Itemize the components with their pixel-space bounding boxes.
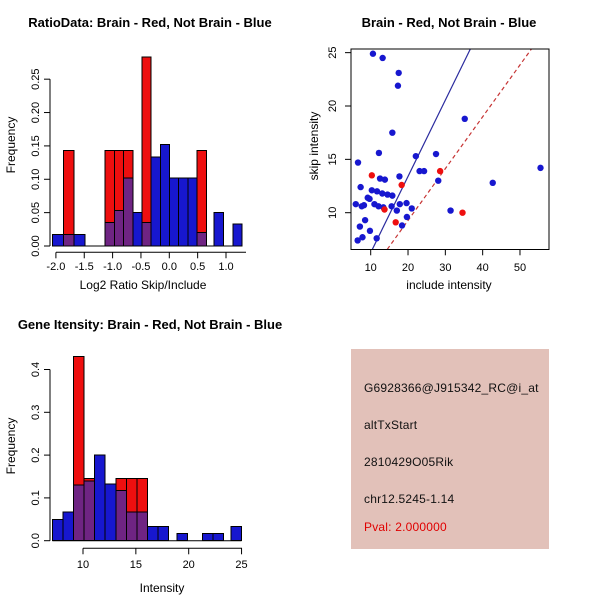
scatter-point-blue <box>413 153 419 159</box>
x-tick-label: 20 <box>401 262 415 274</box>
hist-bar-blue <box>151 157 160 246</box>
hist-bar-blue <box>202 533 213 540</box>
scatter-point-red <box>381 206 387 212</box>
scatter-point-blue <box>389 192 395 198</box>
y-tick-label: 0.4 <box>30 361 42 378</box>
hist-bar-overlap <box>137 512 148 541</box>
x-axis-title: Intensity <box>139 581 185 595</box>
scatter-point-blue <box>395 70 401 76</box>
x-tick-label: 0.5 <box>190 261 206 273</box>
scatter-point-blue <box>421 168 427 174</box>
hist-bar-blue <box>52 235 63 246</box>
x-tick-label: 10 <box>76 559 90 571</box>
y-tick-label: 20 <box>327 99 339 113</box>
y-tick-label: 25 <box>327 46 339 59</box>
hist-bar-blue <box>233 224 242 246</box>
scatter-point-red <box>398 182 404 188</box>
x-tick-label: 25 <box>235 559 248 571</box>
scatter-point-blue <box>373 235 379 241</box>
scatter-point-red <box>437 168 443 174</box>
hist-bar-blue <box>74 235 85 246</box>
genomic-location: chr12.5245-1.14 <box>364 492 455 506</box>
hist-bar-blue <box>52 519 63 540</box>
hist-bar-blue <box>95 455 106 541</box>
scatter-point-blue <box>389 129 395 135</box>
hist-bar-overlap <box>105 223 114 246</box>
gene-symbol: 2810429O05Rik <box>364 455 454 469</box>
x-axis-title: Log2 Ratio Skip/Include <box>79 278 207 292</box>
hist-bar-overlap <box>124 178 133 246</box>
x-tick-label: -2.0 <box>46 261 66 273</box>
gene-histogram-panel <box>4 317 282 595</box>
y-axis-title: skip intensity <box>307 111 321 181</box>
hist-bar-overlap <box>63 235 74 246</box>
scatter-point-blue <box>433 151 439 157</box>
scatter-point-blue <box>354 237 360 243</box>
y-tick-label: 15 <box>327 153 339 166</box>
hist-bar-blue <box>147 527 158 541</box>
scatter-point-blue <box>404 214 410 220</box>
plot-box <box>351 49 549 249</box>
scatter-point-blue <box>490 180 496 186</box>
scatter-point-blue <box>537 165 543 171</box>
y-tick-label: 0.25 <box>30 68 42 90</box>
y-axis-title: Frequency <box>4 116 18 174</box>
hist-bar-blue <box>63 512 74 541</box>
scatter-point-blue <box>435 177 441 183</box>
x-tick-label: 20 <box>182 559 195 571</box>
scatter-point-blue <box>382 176 388 182</box>
y-tick-label: 0.15 <box>30 135 42 157</box>
scatter-point-blue <box>409 205 415 211</box>
x-axis-title: include intensity <box>406 278 492 292</box>
y-tick-label: 0.20 <box>30 101 42 124</box>
intensity-scatter-panel <box>307 15 549 292</box>
chart-title: Gene Itensity: Brain - Red, Not Brain - Blue <box>17 317 283 332</box>
hist-bar-blue <box>170 178 179 246</box>
chart-title: Brain - Red, Not Brain - Blue <box>361 15 537 30</box>
y-tick-label: 0.00 <box>30 235 42 257</box>
hist-bar-overlap <box>114 211 123 246</box>
scatter-point-blue <box>353 201 359 207</box>
hist-bar-overlap <box>116 491 127 541</box>
hist-bar-red <box>142 57 151 246</box>
info-panel <box>351 349 549 549</box>
hist-bar-overlap <box>197 233 206 246</box>
scatter-point-blue <box>447 207 453 213</box>
scatter-point-blue <box>399 222 405 228</box>
scatter-point-red <box>369 172 375 178</box>
scatter-point-red <box>459 210 465 216</box>
y-tick-label: 0.1 <box>30 490 42 506</box>
scatter-point-blue <box>376 150 382 156</box>
scatter-point-blue <box>362 217 368 223</box>
x-tick-label: 30 <box>439 262 452 274</box>
scatter-point-blue <box>396 173 402 179</box>
hist-bar-overlap <box>142 223 151 246</box>
hist-bar-blue <box>177 533 188 540</box>
hist-bar-blue <box>231 527 242 541</box>
hist-bar-overlap <box>73 485 84 541</box>
y-tick-label: 0.05 <box>30 201 42 224</box>
y-tick-label: 0.3 <box>30 404 42 420</box>
hist-bar-overlap <box>126 512 137 541</box>
probe-id: G6928366@J915342_RC@i_at <box>364 381 539 395</box>
hist-bar-overlap <box>84 481 95 541</box>
hist-bar-blue <box>160 145 169 246</box>
pval-text: Pval: 2.000000 <box>364 520 447 534</box>
scatter-point-blue <box>359 203 365 209</box>
y-tick-label: 0.0 <box>30 533 42 549</box>
y-tick-label: 0.10 <box>30 168 42 190</box>
scatter-point-blue <box>365 195 371 201</box>
scatter-point-blue <box>462 116 468 122</box>
scatter-point-blue <box>357 223 363 229</box>
scatter-point-blue <box>395 83 401 89</box>
hist-bar-blue <box>213 533 224 540</box>
hist-bar-red <box>63 151 74 246</box>
scatter-point-blue <box>394 207 400 213</box>
scatter-point-blue <box>355 159 361 165</box>
fit-line-blue <box>372 49 470 249</box>
event-type: altTxStart <box>364 418 418 432</box>
x-tick-label: 50 <box>513 262 527 274</box>
hist-bar-blue <box>188 178 197 246</box>
y-tick-label: 0.2 <box>30 447 42 463</box>
scatter-point-blue <box>367 228 373 234</box>
hist-bar-blue <box>158 527 169 541</box>
scatter-point-red <box>393 219 399 225</box>
hist-bar-blue <box>179 178 188 246</box>
hist-bar-blue <box>105 484 116 541</box>
y-tick-label: 10 <box>327 206 339 219</box>
scatter-point-blue <box>388 203 394 209</box>
x-tick-label: 10 <box>364 262 377 274</box>
x-tick-label: 15 <box>129 559 142 571</box>
x-tick-label: 0.0 <box>161 261 177 273</box>
x-tick-label: 1.0 <box>218 261 234 273</box>
ratio-histogram-panel <box>4 15 272 292</box>
x-tick-label: -0.5 <box>131 261 151 273</box>
x-tick-label: -1.0 <box>103 261 123 273</box>
scatter-point-blue <box>379 55 385 61</box>
chart-title: RatioData: Brain - Red, Not Brain - Blue <box>28 15 272 30</box>
scatter-point-blue <box>397 201 403 207</box>
scatter-point-blue <box>403 200 409 206</box>
x-tick-label: 40 <box>476 262 489 274</box>
x-tick-label: -1.5 <box>74 261 94 273</box>
hist-bar-red <box>197 151 206 246</box>
scatter-point-blue <box>370 51 376 57</box>
hist-bar-blue <box>133 213 142 246</box>
hist-bar-blue <box>214 213 223 246</box>
scatter-point-blue <box>357 184 363 190</box>
y-axis-title: Frequency <box>4 417 18 475</box>
